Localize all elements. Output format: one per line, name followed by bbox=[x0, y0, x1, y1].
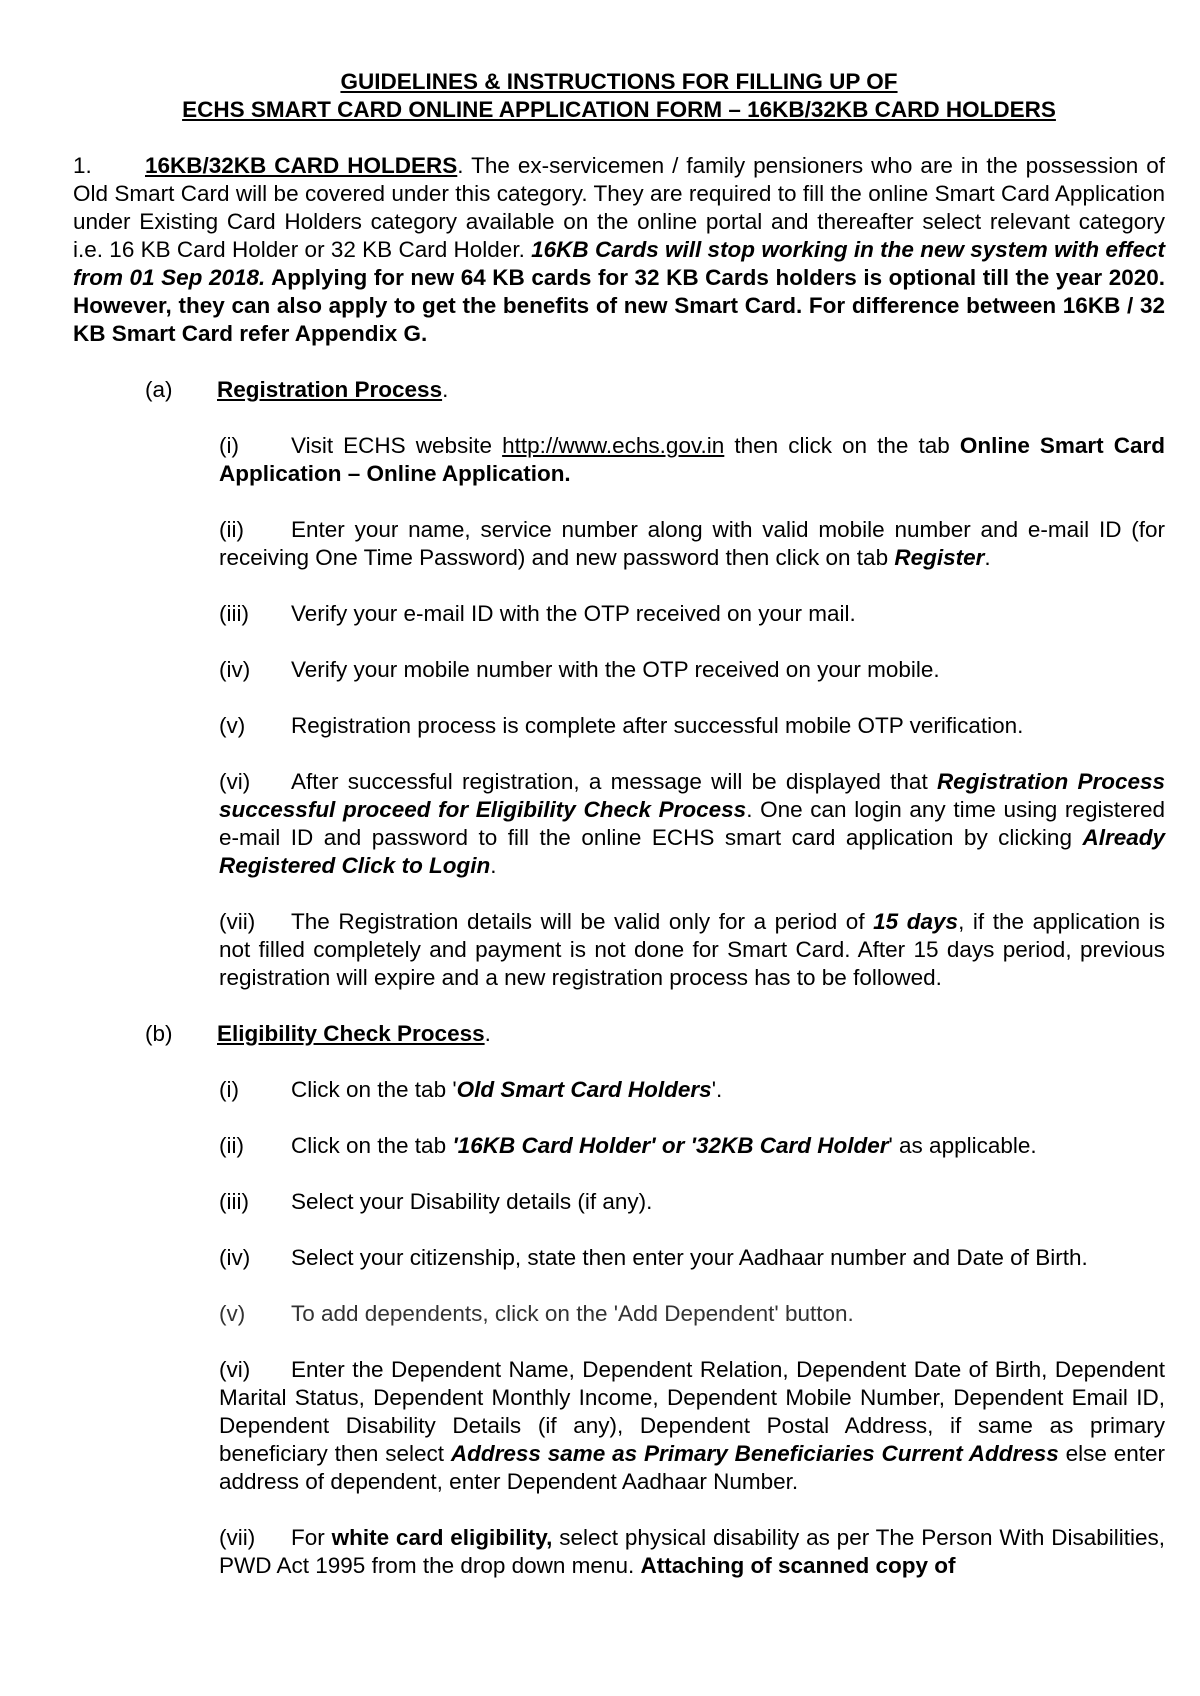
item-text: Enter the Dependent Name, Dependent Relation, Dependent Date of Birth, Dependent Marital Status, Dependent Monthly Income, Dependent Mobile Number, Dependent Email ID, Dependent Disability Details (if any), Dependent Postal Address, if same as primary beneficiary then select bbox=[219, 1357, 1165, 1466]
item-number: (iv) bbox=[219, 1245, 251, 1270]
sub-b-item-vi bbox=[219, 1356, 1165, 1496]
sub-b-item-ii bbox=[219, 1132, 1165, 1160]
item-text: Select your citizenship, state then enter your Aadhaar number and Date of Birth. bbox=[291, 1245, 1088, 1270]
section-1-paragraph bbox=[73, 152, 1165, 348]
item-bold-italic-text: Already Registered Click to Login bbox=[219, 825, 1165, 878]
title-line-1: GUIDELINES & INSTRUCTIONS FOR FILLING UP OF bbox=[340, 69, 898, 94]
item-text: The Registration details will be valid only for a period of bbox=[291, 909, 874, 934]
item-text: After successful registration, a message will be displayed that bbox=[291, 769, 937, 794]
sub-b-item-vii bbox=[219, 1524, 1165, 1580]
section-1-text-c: Applying for new 64 KB cards for 32 KB Cards holders is optional till the year 2020. However, they can also apply to get the benefits of new Smart Card. For difference between 16KB / 32 KB Smart Card refer Appendix G. bbox=[73, 265, 1165, 346]
sub-b-item-i bbox=[219, 1076, 1165, 1104]
item-bold-italic-text: Address same as Primary Beneficiaries Current Address bbox=[450, 1441, 1059, 1466]
item-text: then click on the tab bbox=[724, 433, 960, 458]
item-number: (iv) bbox=[219, 657, 251, 682]
item-text: . One can login any time using registered e-mail ID and password to fill the online ECHS smart card application by clicking bbox=[219, 797, 1165, 850]
section-1-text-a: . The ex-servicemen / family pensioners who are in the possession of Old Smart Card will be covered under this category. They are required to fill the online Smart Card Application under Existing Card Holders category available on the online portal and thereafter select relevant category i.e. 16 KB Card Holder or 32 KB Card Holder. bbox=[73, 153, 1165, 262]
sub-a-item-v bbox=[219, 712, 1165, 740]
item-text: Enter your name, service number along with valid mobile number and e-mail ID (for receiving One Time Password) and new password then click on tab bbox=[219, 517, 1165, 570]
item-number: (i) bbox=[219, 433, 239, 458]
item-text: . bbox=[490, 853, 497, 878]
sub-b-label: (b) bbox=[145, 1021, 173, 1046]
item-number: (vi) bbox=[219, 1357, 251, 1382]
item-bold-italic-text: 15 days bbox=[873, 909, 959, 934]
item-text: To add dependents, click on the 'Add Dependent' button. bbox=[291, 1301, 854, 1326]
echs-website-link[interactable]: http://www.echs.gov.in bbox=[502, 433, 725, 458]
item-text: ' as applicable. bbox=[888, 1133, 1037, 1158]
item-number: (v) bbox=[219, 713, 246, 738]
item-bold-text: Attaching of scanned copy of bbox=[640, 1553, 956, 1578]
item-text: For bbox=[291, 1525, 332, 1550]
sub-a-item-vii bbox=[219, 908, 1165, 992]
item-text: Visit ECHS website bbox=[291, 433, 503, 458]
item-bold-italic-text: Old Smart Card Holders bbox=[456, 1077, 712, 1102]
sub-b-item-v bbox=[219, 1300, 1165, 1328]
sub-a-item-iv bbox=[219, 656, 1165, 684]
item-number: (v) bbox=[219, 1301, 246, 1326]
sub-a-item-ii bbox=[219, 516, 1165, 572]
item-number: (vi) bbox=[219, 769, 251, 794]
item-text: select physical disability as per The Person With Disabilities, PWD Act 1995 from the drop down menu. bbox=[219, 1525, 1165, 1578]
section-1-number: 1. bbox=[73, 153, 92, 178]
document-page bbox=[73, 68, 1165, 1580]
sub-a-heading: Registration Process bbox=[217, 377, 443, 402]
sub-a-item-i bbox=[219, 432, 1165, 488]
sub-b-item-iii bbox=[219, 1188, 1165, 1216]
section-1-text-b: 16KB Cards will stop working in the new system with effect from 01 Sep 2018. bbox=[73, 237, 1165, 290]
item-bold-italic-text: '16KB Card Holder' or '32KB Card Holder bbox=[452, 1133, 889, 1158]
item-text: else enter address of dependent, enter Dependent Aadhaar Number. bbox=[219, 1441, 1165, 1494]
sub-a-label: (a) bbox=[145, 377, 173, 402]
item-text: Verify your mobile number with the OTP received on your mobile. bbox=[291, 657, 940, 682]
item-text: . bbox=[984, 545, 991, 570]
title-line-2: ECHS SMART CARD ONLINE APPLICATION FORM – 16KB/32KB CARD HOLDERS bbox=[182, 97, 1056, 122]
item-text: Click on the tab bbox=[291, 1133, 453, 1158]
item-bold-italic-text: Registration Process successful proceed for Eligibility Check Process bbox=[219, 769, 1166, 822]
sub-a-heading-row: (a) Registration Process. bbox=[145, 377, 449, 402]
sub-a-item-iii bbox=[219, 600, 1165, 628]
item-text: , if the application is not filled completely and payment is not done for Smart Card. After 15 days period, previous registration will expire and a new registration process has to be followed. bbox=[219, 909, 1165, 990]
sub-a-item-vi bbox=[219, 768, 1165, 880]
item-text: Click on the tab ' bbox=[291, 1077, 457, 1102]
sub-b-heading-row: (b) Eligibility Check Process. bbox=[145, 1021, 491, 1046]
item-bold-text: white card eligibility, bbox=[331, 1525, 553, 1550]
item-number: (ii) bbox=[219, 1133, 244, 1158]
sub-b-item-iv bbox=[219, 1244, 1165, 1272]
item-text: Registration process is complete after successful mobile OTP verification. bbox=[291, 713, 1024, 738]
item-bold-italic-text: Register bbox=[894, 545, 985, 570]
item-text: '. bbox=[711, 1077, 723, 1102]
item-number: (iii) bbox=[219, 601, 249, 626]
item-number: (ii) bbox=[219, 517, 244, 542]
item-number: (vii) bbox=[219, 909, 256, 934]
section-1-heading: 16KB/32KB CARD HOLDERS bbox=[145, 153, 458, 178]
item-number: (iii) bbox=[219, 1189, 249, 1214]
item-text: Select your Disability details (if any). bbox=[291, 1189, 653, 1214]
sub-b-heading: Eligibility Check Process bbox=[217, 1021, 485, 1046]
item-text: Verify your e-mail ID with the OTP received on your mail. bbox=[291, 601, 856, 626]
item-number: (i) bbox=[219, 1077, 239, 1102]
item-number: (vii) bbox=[219, 1525, 256, 1550]
item-bold-text: Online Smart Card Application – Online Application. bbox=[219, 433, 1166, 486]
